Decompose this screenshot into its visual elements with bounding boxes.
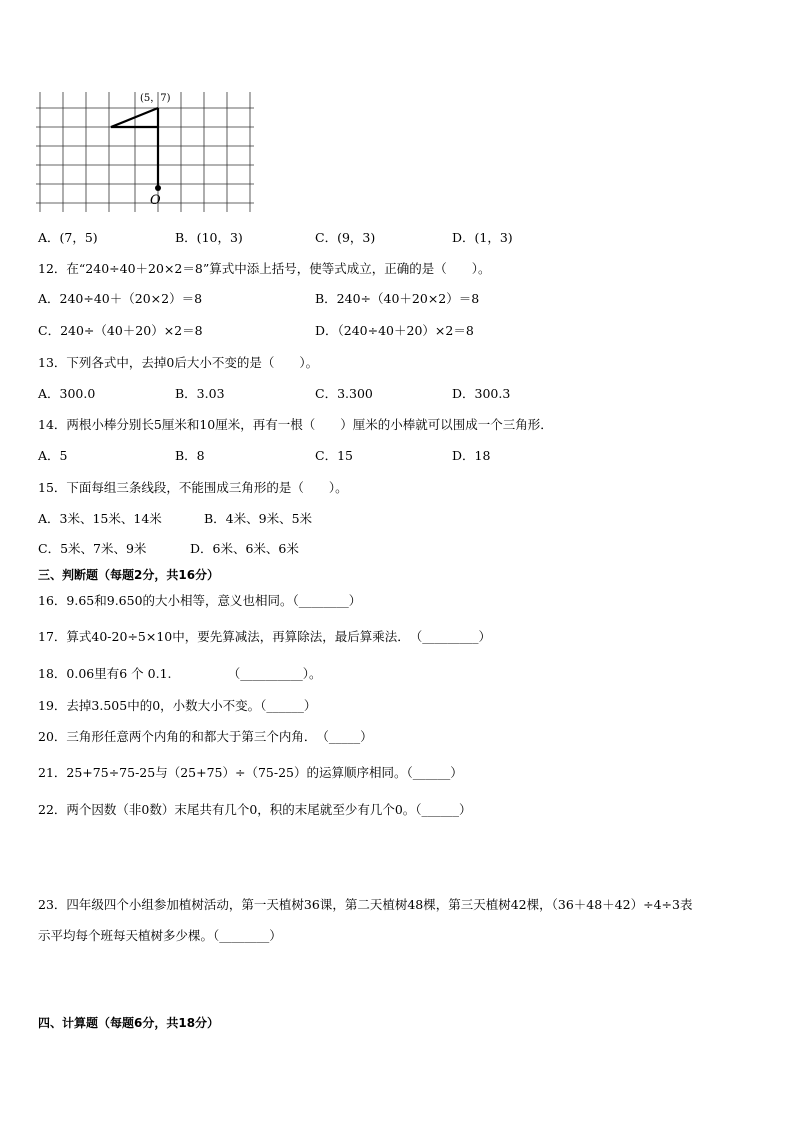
q16-text: 16．9.65和9.650的大小相等，意义也相同。（________） [38,593,362,608]
q13-stem: 13．下列各式中，去掉0后大小不变的是（ ）。 [38,355,319,370]
q11-option-d[interactable]: D．(1，3) [452,230,513,245]
q14-option-a[interactable]: A．5 [38,448,68,463]
q12-option-d[interactable]: D．（240÷40＋20）×2＝8 [315,323,474,338]
q22-text: 22．两个因数（非0数）末尾共有几个0，积的末尾就至少有几个0。（______） [38,802,472,817]
q13-option-d[interactable]: D．300.3 [452,386,511,401]
q14-option-d[interactable]: D．18 [452,448,491,463]
grid-lines [36,92,254,212]
q12-option-c[interactable]: C．240÷（40＋20）×2＝8 [38,323,203,338]
q12-stem: 12．在“240÷40＋20×2＝8”算式中添上括号，使等式成立，正确的是（ ）。 [38,261,491,276]
q23-line-2: 示平均每个班每天植树多少棵。（________） [38,928,282,943]
q11-option-c[interactable]: C．(9，3) [315,230,376,245]
coordinate-grid-figure [36,84,258,216]
q20-text: 20．三角形任意两个内角的和都大于第三个内角． （_____） [38,729,373,744]
q11-option-b[interactable]: B．(10，3) [175,230,243,245]
q23-line-1: 23．四年级四个小组参加植树活动，第一天植树36课，第二天植树48棵，第三天植树42棵，（36＋48＋42）÷4÷3表 [38,897,693,912]
q11-option-a[interactable]: A．(7，5) [38,230,98,245]
q14-option-b[interactable]: B．8 [175,448,205,463]
flag-shape [111,108,158,188]
q15-option-d[interactable]: D．6米、6米、6米 [190,541,299,556]
q15-option-a[interactable]: A．3米、15米、14米 [38,511,162,526]
q18-text: 18．0.06里有6 个 0.1. （__________）。 [38,666,322,681]
section-3-title: 三、判断题（每题2分，共16分） [38,568,220,582]
point-label: (5，7) [140,93,171,104]
q14-stem: 14．两根小棒分别长5厘米和10厘米，再有一根（ ）厘米的小棒就可以围成一个三角形． [38,417,553,432]
q15-stem: 15．下面每组三条线段，不能围成三角形的是（ ）。 [38,480,348,495]
q21-text: 21．25+75÷75-25与（25+75）÷（75-25）的运算顺序相同。（______） [38,765,463,780]
q13-option-c[interactable]: C．3.300 [315,386,373,401]
q19-text: 19．去掉3.505中的0，小数大小不变。（______） [38,698,317,713]
origin-label: O [150,193,161,208]
q12-option-a[interactable]: A．240÷40＋（20×2）＝8 [38,291,203,306]
q15-option-b[interactable]: B．4米、9米、5米 [204,511,313,526]
q17-text: 17．算式40-20÷5×10中，要先算减法，再算除法，最后算乘法． （_________） [38,629,491,644]
q12-option-b[interactable]: B．240÷（40＋20×2）＝8 [315,291,480,306]
section-4-title: 四、计算题（每题6分，共18分） [38,1016,220,1030]
q13-option-a[interactable]: A．300.0 [38,386,96,401]
q15-option-c[interactable]: C．5米、7米、9米 [38,541,147,556]
q13-option-b[interactable]: B．3.03 [175,386,225,401]
q14-option-c[interactable]: C．15 [315,448,353,463]
origin-point [155,185,161,191]
